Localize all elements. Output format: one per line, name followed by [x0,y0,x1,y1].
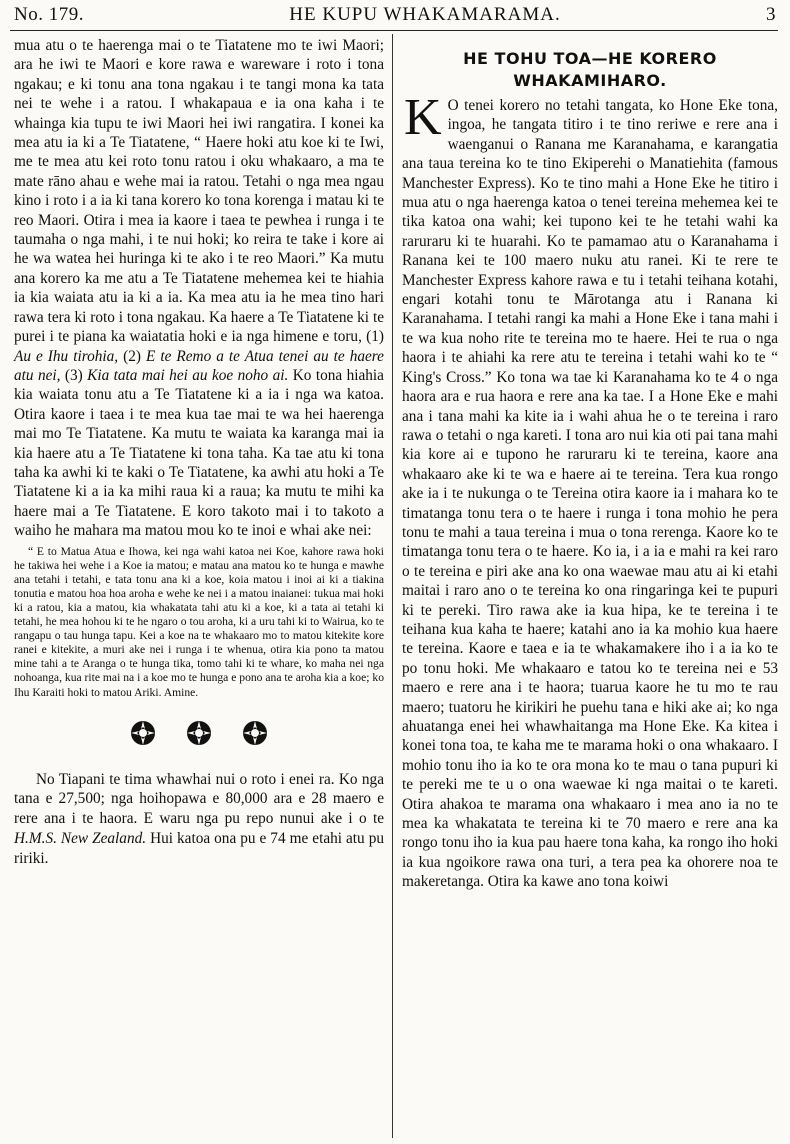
right-column [402,36,778,892]
article-body [402,89,778,892]
header-rule [10,30,778,31]
ornament-row [14,718,384,748]
news-text: No Tiapani te tima whawhai nui o roto i enei ra. Ko nga tana e 27,500; nga hoihopawa e 80,000 ara e 28 maero e rere ana i te haora. E waru nga pu repo nunui ake i o te [14,770,384,828]
news-paragraph [14,770,384,869]
running-head [14,4,776,28]
paragraph-text: (3) [64,366,83,384]
paragraph-text: Ko tona hiahia kia waiata tonu atu a Te Tiatatene ki a ia i nga wa katoa. Otira kaore i taea i te mea kua tae mai te wa hei haerenga mai mo Te Tiatatene. Ka mutu te waiata ka karanga mai ia kia haere atu a Te Tiatatene ki tona taha. Ka tae atu ki tona taha ka awhi ki te kaki o Te Tiatatene, ka awhi atu hoki a Te Tiatatene ki a ia ka mihi raua ki a raua; ka mutu te mihi ka haere mai a Te Tiatatene. E koro takoto mai i to takoto a waiho he mahara ma matou mou ko te inoi e whai ake nei: [14,366,384,540]
hymn-title-2: E te Remo a te Atua tenei au te haere atu nei, [14,347,384,384]
news-text-end: Hui katoa ona pu e 74 me etahi atu pu ririki. [14,829,384,867]
article-title-line-1: HE TOHU TOA—HE KORERO [463,49,717,68]
drop-cap: K [404,89,442,146]
paragraph-continued [14,36,384,541]
article-title-line-2: WHAKAMIHARO. [513,71,667,90]
page-number: 3 [766,4,776,25]
paragraph-text: (2) [123,347,141,365]
column-divider [392,34,393,1138]
prayer-quote: “ E to Matua Atua e Ihowa, kei nga wahi katoa nei Koe, kahore rawa hoki he takiwa hei wehe i a Koe ia matou; e matau ana matou ko te hunga e mawhe ana tetahi i tetahi, e tata tonu ana ki a koe, koia matou i inoi ai ki a tiakina tonutia e matou hoa hoa aroha e wehe ke nei i a matou inaianei: tukua mai hoki ki a ratou, kia a matou, kia whakatata tahi atu ki a koe, ki a tata ai tetahi ki tetahi, he mea hohou ki te he ngaro o tou aroha, ki a uru tahi ki to Wairua, ko te rangapu o tau hunga tapu. Kei a koe na te whakaaro mo to matou kitekite kore ranei e kitekite, a muri ake nei i runga i te whenua, otira kia pono ta matou mine tahi a te Aranga o te hunga tika, tomo tahi ki te whare, ko maha nei nga nohoanga, kua rite mai na i a koe mo te hunga e pono ana te aroha kia a koe; ko Ihu Karaiti hoki to matou Ariki. Amine. [14,544,384,699]
publication-title: HE KUPU WHAKAMARAMA. [289,4,561,25]
hymn-title-3: Kia tata mai hei au koe noho ai. [87,366,289,384]
paragraph-text: mua atu o te haerenga mai o te Tiatatene mo te iwi Maori; ara he iwi te Maori e kore rawa e wareware i roto i tona ngakau; e ki tonu ana tona ngakau i te tangi mona ka tata nei te wehe i a ratou. I whakapaua e ia ona kaha i te whainga kia tupu te iwi Maori hei iwi rangatira. I konei ka mea atu ia ki a Te Tiatatene, “ Haere hoki atu koe ki te Iwi, me te mea atu kei roto tonu ratou i oku whakaaro, a ma te mate rāno ahau e wehe mai ia ratou. Tetahi o nga mea ngau kino i roto i a ia ki tana korero ko tona korenga i matau ki te reo Maori. Otira i mea ia kaore i taea te pewhea i runga i te taumaha o nga mahi, i te nui hoki; ko reira te take i kore ai he wa watea hei huringa ki te ako i te reo Maori.” Ka mutu ana korero ka me atu a Te Tiatatene mehemea kei te hiahia ia kia waiata atu ia ki a ia. Ka mea atu ia he mea tino hari rawa tera ki roto i tona ngakau. Ka haere a Te Tiatatene ki te purei i te piana ka waiatatia hoki e ia nga himene e toru, (1) [14,37,384,346]
flower-ornament-icon [240,718,270,748]
ship-name: H.M.S. New Zealand. [14,829,147,847]
flower-ornament-icon [184,718,214,748]
left-column [14,36,384,869]
flower-ornament-icon [128,718,158,748]
issue-number: No. 179. [14,4,84,25]
article-title [402,48,778,92]
hymn-title-1: Au e Ihu tirohia, [14,347,119,365]
article-body-text: O tenei korero no tetahi tangata, ko Hone Eke tona, ingoa, he tangata titiro i te tino reriwe e rere ana i waenganui o Ranana me Karanahama, e karangatia ana taua tereina ko te tino Ekiperehi o Manatiehita (famous Manchester Express). Ko te tino mahi a Hone Eke he titiro i mua atu o nga haerenga katoa o tenei tereina mehemea kei te tika katoa ona wahi; kei tupono kei te he tetahi wahi ka raruraru ki te huarahi. Ko te pamamao atu o Karanahama i Ranana kei te 100 maero nuku atu ranei. Ki te rere te Manchester Express kahore rawa e tu i tetahi teihana kotahi, engari kotahi tonu te Mārotanga atu i Ranana ki Karanahama. I tetahi rangi ka mahi a Hone Eke i tana mahi i te wa kua noho rite te tereina mo te haere. Hei te rua o nga haora i te ahiahi ka rere atu te tereina i tetahi wahi ko te “ King's Cross.” Ko tona wa tae ki Karanahama ko te 4 o nga haora ara e rua haora e rere ana ka tae. I a Hone Eke e mahi ana i tana mahi ka kite ia i wahi ahua he o te tereina i raro rawa o tetahi o nga kareti. I tona aro nui kia oti pai tana mahi kia kore ai e tupono he raruraru ki te tereina, kaore ana whakaaro ake ki te wa e haere ai te tereina. Tera kua rongo ake ia i te nukunga o te Tereina otira kaore ia i mahara ko te timatanga tonu tera o te haere i runga i tona mohio he pera tonu te mahi a taua tereina i mua o tona rerenga. Kaore ko te timatanga tonu tera o te haere. Ko ia, i a ia e mahi ra kei raro o te tereina e piri ake ana ko ona waewae mau atu ai ki etahi maitai i raro ano o te tereina ko ona ringaringa kei te pupuri ki te pereki. Tiro rawa ake ia kua hipa, ke te tereina i te teihana kua kaha te haere; katahi ano ia ka mohio kua haere te tereina. Kaore e taea e ia te whakamakere iho i a ia ko te po tonu hoki. Me whakaaro e tatou ko te tereina nei e 53 maero e rere ana i te haora; tuarua kaore he tu mo te rau maero; tuatoru he kirikiri he puehu tana e hiki ake ai; ko nga ahuatanga enei hei whawhaitanga ma Hone Eke. Ka kitea i konei tona toa, te kaha me te marama hoki o ona whakaaro. I mohio tonu iho ia ko te ora mona ko te mau o tana pupuri ki te pereki me te u o ona waewae ki nga maitai o te kareti. Otira ahakoa te marama ona whakaaro i mea ano ia no te mea ka whakatata te tereina ki te 70 maero e rere ana ka rongo tonu iho ia kua pau haere tona kaha, ka rongo iho hoki ia kua ngoikore rawa ona turi, a tera pea ka ohorere noa te makeretanga. Otira ka kawe ano tona koiwi [402,97,778,891]
